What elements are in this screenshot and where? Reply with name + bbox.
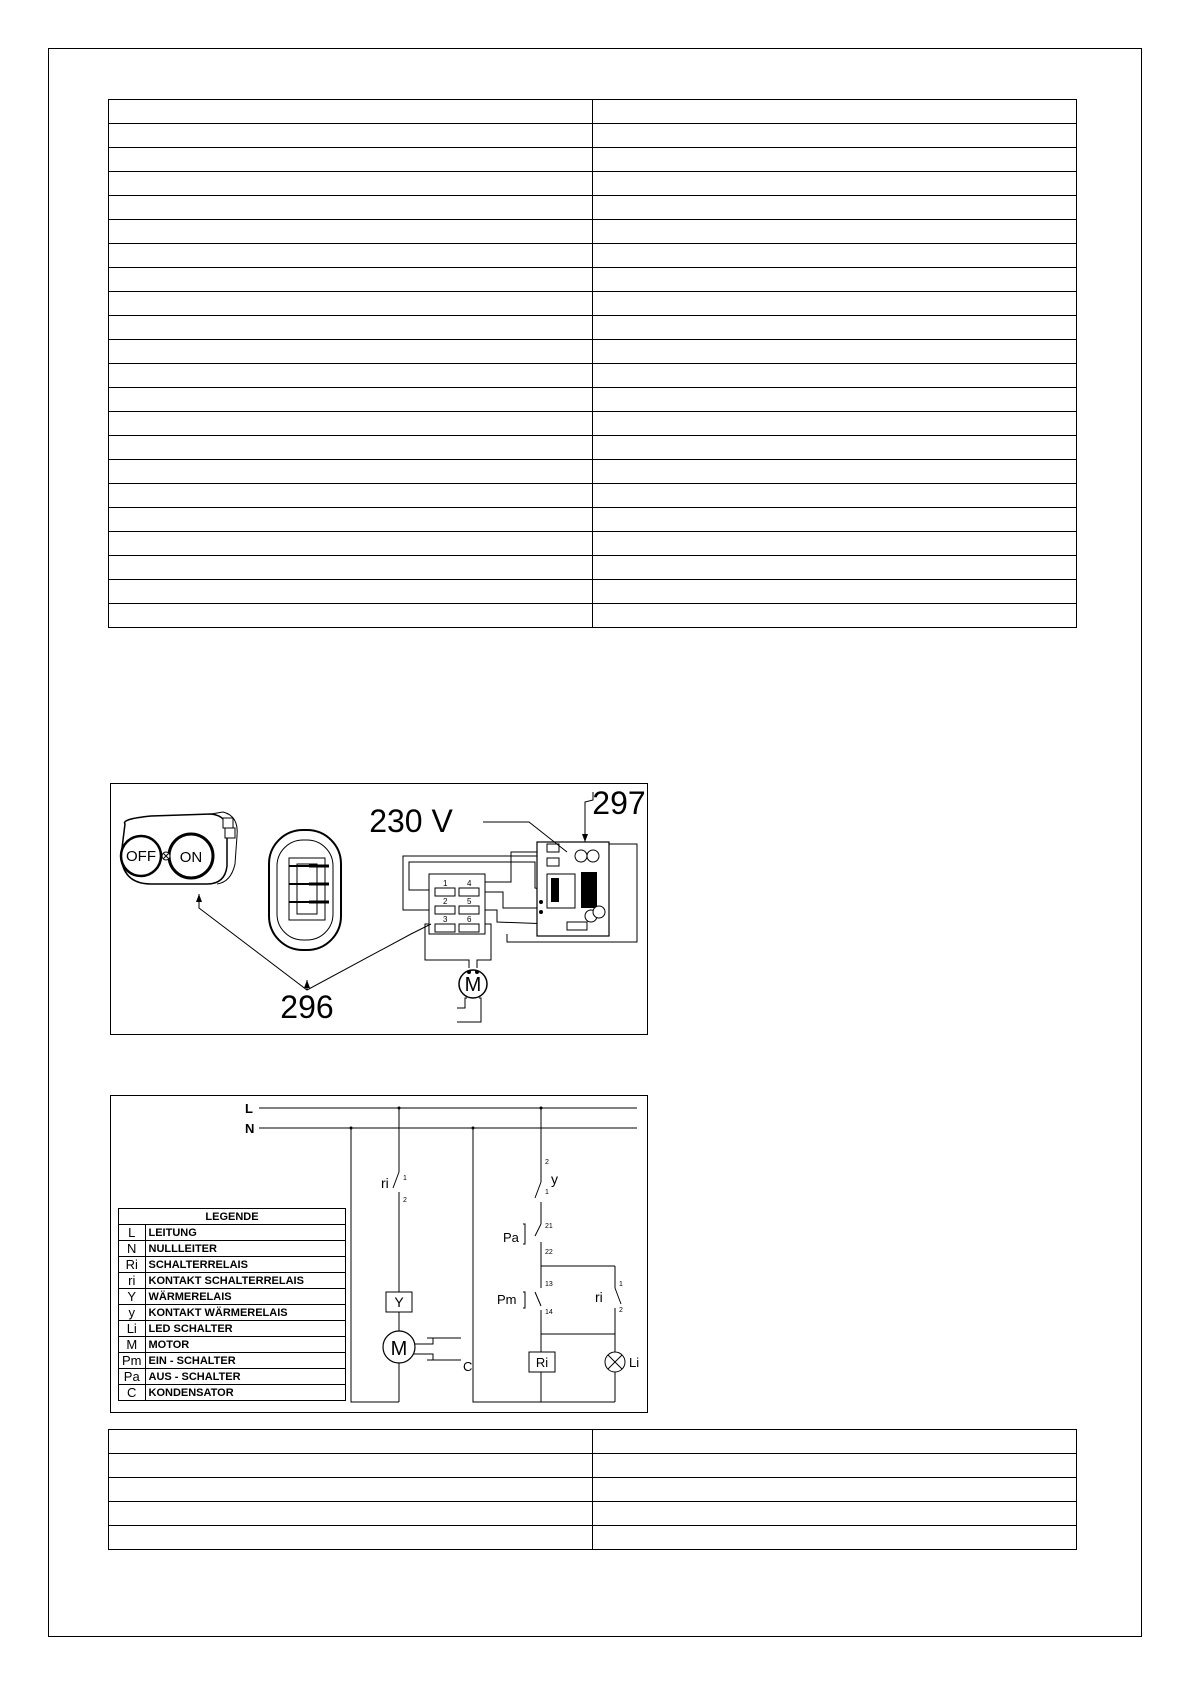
table-top-row [109, 412, 1077, 436]
table-top-cell [593, 412, 1077, 436]
legend-text: MOTOR [145, 1337, 346, 1353]
lamp-label: Li [629, 1355, 640, 1370]
y-contact-label: y [551, 1171, 558, 1187]
table-top-row [109, 316, 1077, 340]
table-top-cell [593, 340, 1077, 364]
legend-row [119, 1321, 346, 1337]
terminal-3: 3 [443, 915, 448, 924]
table-top-cell [109, 556, 593, 580]
table-bottom-row [109, 1454, 1077, 1478]
table-top-cell [593, 460, 1077, 484]
terminal-6: 6 [467, 915, 472, 924]
legend-text: WÄRMERELAIS [145, 1289, 346, 1305]
terminal-4: 4 [467, 879, 472, 888]
legend-code: M [119, 1337, 146, 1353]
table-top-cell [593, 172, 1077, 196]
table-top-cell [109, 532, 593, 556]
table-top-cell [593, 556, 1077, 580]
terminal-1: 1 [443, 879, 448, 888]
table-bottom-cell [109, 1454, 593, 1478]
voltage-label: 230 V [369, 803, 453, 839]
table-bottom-row [109, 1430, 1077, 1454]
table-top-row [109, 484, 1077, 508]
table-top-cell [109, 124, 593, 148]
legend-title: LEGENDE [119, 1209, 346, 1225]
table-bottom-cell [109, 1430, 593, 1454]
table-bottom-cell [593, 1502, 1077, 1526]
ri2-pin-top: 1 [619, 1281, 623, 1288]
table-top-row [109, 244, 1077, 268]
pm-label: Pm [497, 1292, 517, 1307]
legend-row [119, 1273, 346, 1289]
pm-pin-top: 13 [545, 1281, 553, 1288]
table-top-row [109, 508, 1077, 532]
legend-text: EIN - SCHALTER [145, 1353, 346, 1369]
table-bottom-cell [109, 1478, 593, 1502]
table-top-cell [109, 172, 593, 196]
pm-pin-bottom: 14 [545, 1309, 553, 1316]
table-top-row [109, 292, 1077, 316]
schematic-motor-label: M [390, 1338, 408, 1360]
callout-296: 296 [280, 989, 334, 1025]
table-top-cell [593, 316, 1077, 340]
table-top-cell [109, 412, 593, 436]
switch-back-icon [269, 830, 341, 950]
table-top-row [109, 580, 1077, 604]
table-top-row [109, 148, 1077, 172]
table-top-row [109, 268, 1077, 292]
table-top-row [109, 340, 1077, 364]
legend-row [119, 1369, 346, 1385]
table-top-cell [593, 244, 1077, 268]
table-top-cell [109, 292, 593, 316]
table-top-cell [593, 580, 1077, 604]
table-top-cell [593, 292, 1077, 316]
parts-table-bottom [108, 1429, 1077, 1550]
wiring-diagram-svg [111, 784, 647, 1034]
legend-code: Pa [119, 1369, 146, 1385]
y-pin-bottom: 1 [545, 1189, 549, 1196]
motor-symbol [457, 970, 487, 1022]
table-top-cell [109, 388, 593, 412]
terminal-5: 5 [467, 897, 472, 906]
table-top-row [109, 172, 1077, 196]
legend-row [119, 1385, 346, 1401]
parts-table-top [108, 99, 1077, 628]
legend-code: Pm [119, 1353, 146, 1369]
legend-code: N [119, 1241, 146, 1257]
table-top-cell [109, 340, 593, 364]
motor-label: M [464, 974, 482, 996]
line-l-label: L [245, 1101, 253, 1116]
legend-text: KONDENSATOR [145, 1385, 346, 1401]
legend-text: NULLLEITER [145, 1241, 346, 1257]
table-top-cell [593, 484, 1077, 508]
table-top-row [109, 196, 1077, 220]
table-top-row [109, 364, 1077, 388]
table-bottom-row [109, 1526, 1077, 1550]
legend-text: AUS - SCHALTER [145, 1369, 346, 1385]
table-top-cell [109, 580, 593, 604]
legend-row [119, 1241, 346, 1257]
table-top-cell [109, 220, 593, 244]
legend-text: KONTAKT WÄRMERELAIS [145, 1305, 346, 1321]
ri2-contact-label: ri [595, 1289, 603, 1305]
table-bottom-cell [593, 1454, 1077, 1478]
table-top-row [109, 220, 1077, 244]
table-top-cell [109, 244, 593, 268]
relay-ri-label: Ri [535, 1355, 549, 1370]
legend-text: LEITUNG [145, 1225, 346, 1241]
pa-pin-top: 21 [545, 1223, 553, 1230]
table-top-cell [593, 148, 1077, 172]
rocker-switch-icon [121, 812, 237, 884]
legend-row [119, 1353, 346, 1369]
off-button-label: OFF [126, 848, 156, 865]
legend-row [119, 1305, 346, 1321]
table-top-cell [593, 604, 1077, 628]
table-bottom-cell [593, 1526, 1077, 1550]
legend-code: Li [119, 1321, 146, 1337]
legend-text: KONTAKT SCHALTERRELAIS [145, 1273, 346, 1289]
control-board-icon [537, 842, 609, 936]
circuit-schematic-figure [110, 1095, 648, 1413]
legend-row [119, 1257, 346, 1273]
table-top-row [109, 436, 1077, 460]
legend-code: ri [119, 1273, 146, 1289]
table-top-cell [109, 316, 593, 340]
table-top-row [109, 388, 1077, 412]
table-bottom-cell [593, 1430, 1077, 1454]
table-top-cell [109, 604, 593, 628]
schematic-legend [118, 1208, 346, 1401]
y-pin-top: 2 [545, 1159, 549, 1166]
callout-297: 297 [592, 785, 646, 821]
table-top-row [109, 556, 1077, 580]
table-top-cell [593, 532, 1077, 556]
table-top-cell [593, 364, 1077, 388]
wiring-diagram-figure [110, 783, 648, 1035]
ri-pin-top: 1 [403, 1175, 407, 1182]
table-top-cell [109, 100, 593, 124]
relay-y-label: Y [394, 1294, 404, 1310]
table-top-cell [109, 460, 593, 484]
legend-code: Y [119, 1289, 146, 1305]
legend-code: Ri [119, 1257, 146, 1273]
legend-text: LED SCHALTER [145, 1321, 346, 1337]
table-top-cell [109, 148, 593, 172]
legend-text: SCHALTERRELAIS [145, 1257, 346, 1273]
table-bottom-cell [109, 1526, 593, 1550]
table-bottom-row [109, 1478, 1077, 1502]
terminal-block [429, 874, 485, 934]
table-top-cell [593, 220, 1077, 244]
legend-code: C [119, 1385, 146, 1401]
table-top-cell [109, 196, 593, 220]
table-bottom-row [109, 1502, 1077, 1526]
table-top-cell [593, 388, 1077, 412]
line-n-label: N [245, 1121, 255, 1136]
table-top-cell [593, 508, 1077, 532]
table-top-cell [109, 484, 593, 508]
legend-row [119, 1289, 346, 1305]
table-top-cell [593, 196, 1077, 220]
table-top-row [109, 532, 1077, 556]
table-top-cell [109, 436, 593, 460]
legend-code: L [119, 1225, 146, 1241]
terminal-2: 2 [443, 897, 448, 906]
table-top-cell [593, 124, 1077, 148]
table-top-cell [593, 100, 1077, 124]
table-top-cell [109, 508, 593, 532]
ri-pin-bottom: 2 [403, 1197, 407, 1204]
ri-contact-label: ri [381, 1175, 389, 1191]
on-button-label: ON [179, 849, 203, 866]
legend-row [119, 1225, 346, 1241]
table-top-row [109, 100, 1077, 124]
table-top-row [109, 604, 1077, 628]
capacitor-label: C [463, 1359, 473, 1374]
table-top-row [109, 124, 1077, 148]
legend-code: y [119, 1305, 146, 1321]
ri2-pin-bottom: 2 [619, 1307, 623, 1314]
legend-row [119, 1337, 346, 1353]
table-top-cell [109, 364, 593, 388]
led-lamp-icon [605, 1352, 625, 1372]
table-bottom-cell [109, 1502, 593, 1526]
table-top-cell [593, 436, 1077, 460]
table-bottom-cell [593, 1478, 1077, 1502]
pa-label: Pa [503, 1230, 519, 1245]
table-top-row [109, 460, 1077, 484]
table-top-cell [109, 268, 593, 292]
table-top-cell [593, 268, 1077, 292]
pa-pin-bottom: 22 [545, 1249, 553, 1256]
